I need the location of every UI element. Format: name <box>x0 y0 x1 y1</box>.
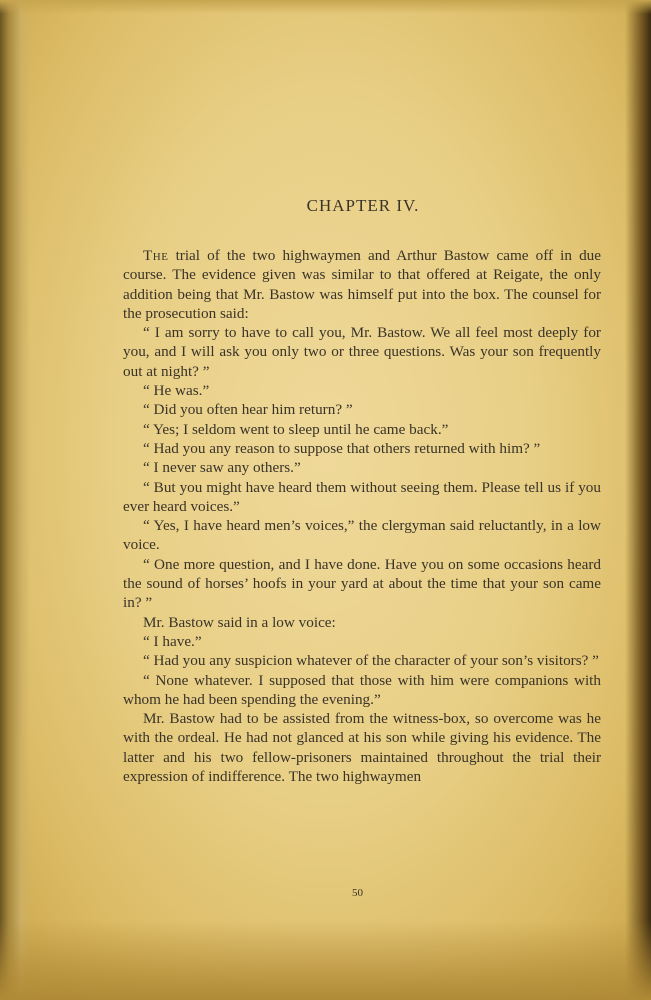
paragraph: “ Had you any suspicion whatever of the character of your son’s visitors? ” <box>143 652 599 670</box>
opening-drop-word: The <box>143 247 169 264</box>
paragraph: “ Yes; I seldom went to sleep until he came back.” <box>143 420 449 438</box>
opening-paragraph <box>123 246 601 323</box>
page-text <box>123 196 601 786</box>
chapter-title: CHAPTER IV. <box>306 196 420 215</box>
paragraph: “ I have.” <box>143 632 202 650</box>
paragraph: “ Yes, I have heard men’s voices,” the clergyman said reluctantly, in a low voice. <box>123 517 601 554</box>
paragraph: Mr. Bastow had to be assisted from the witness-box, so overcome was he with the ordeal. He had not glanced at his son while giving his evidence. The latter and his two fellow-prisoners maintained throughout the trial their expression of indifference. The two highwaymen <box>123 710 601 786</box>
paragraph: “ Had you any reason to suppose that others returned with him? ” <box>143 439 541 457</box>
paragraph: “ None whatever. I supposed that those with him were companions with whom he had been spending the evening.” <box>123 671 601 708</box>
binding-shadow-right <box>625 0 651 1000</box>
paragraph: “ But you might have heard them without seeing them. Please tell us if you ever heard voices.” <box>123 478 601 515</box>
paragraph: “ I am sorry to have to call you, Mr. Bastow. We all feel most deeply for you, and I will ask you only two or three questions. Was your son frequently out at night? ” <box>123 324 601 380</box>
binding-shadow-left <box>0 0 30 1000</box>
opening-text: trial of the two highwaymen and Arthur Bastow came off in due course. The evidence given was similar to that offered at Reigate, the only addition being that Mr. Bastow was himself put into the box. The counsel for the prosecution said: <box>123 247 602 322</box>
paragraph: “ He was.” <box>143 382 210 400</box>
page-top-edge <box>0 0 651 14</box>
paragraph: “ I never saw any others.” <box>143 459 301 477</box>
page-bottom-edge <box>0 920 651 1000</box>
paragraph: Mr. Bastow said in a low voice: <box>143 613 336 631</box>
page-number: 50 <box>352 887 363 899</box>
paragraph: “ One more question, and I have done. Have you on some occasions heard the sound of horses’ hoofs in your yard at about the time that your son came in? ” <box>123 555 601 612</box>
paragraph: “ Did you often hear him return? ” <box>143 401 353 419</box>
